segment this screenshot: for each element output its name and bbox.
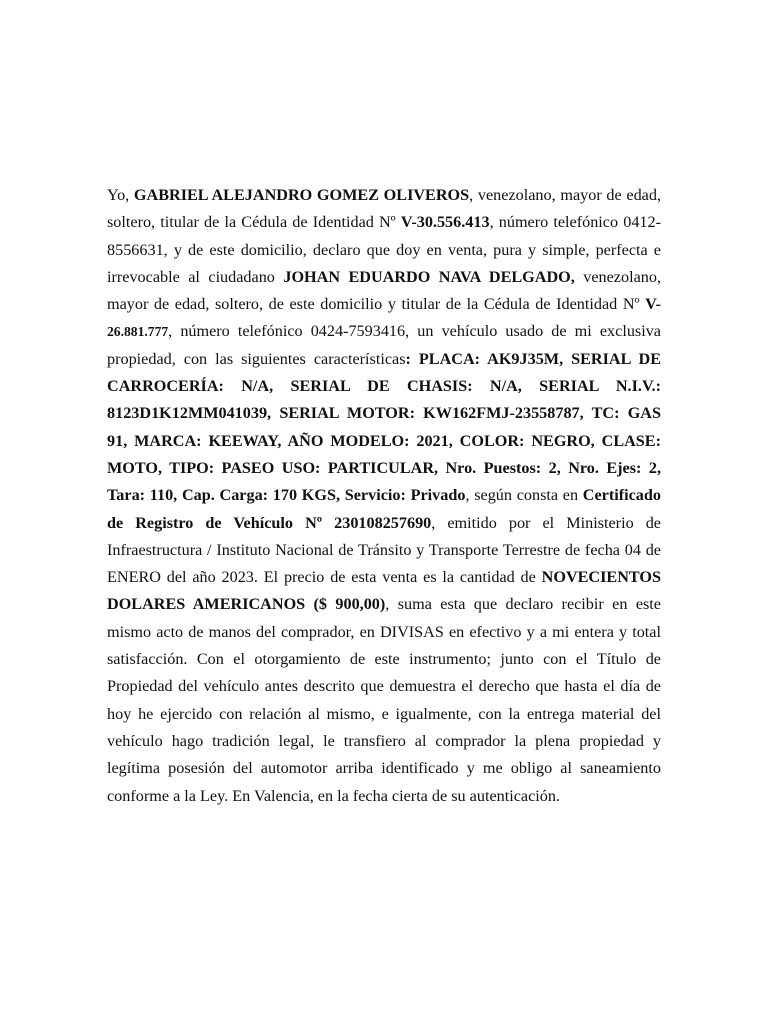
seller-id-number: V-30.556.413: [400, 213, 490, 232]
sale-price: NOVECIENTOS DOLARES AMERICANOS ($ 900,00): [107, 568, 661, 614]
text-issuer-and-date: , emitido por el Ministerio de Infraestructura / Instituto Nacional de Tránsito y Transporte Terrestre de fecha 04 de ENERO del año 2023. El precio de esta venta es la cantidad de: [107, 513, 661, 587]
sale-declaration-paragraph: [107, 182, 661, 810]
text-buyer-details: venezolano, mayor de edad, soltero, de este domicilio y titular de la Cédula de Identidad Nº: [107, 267, 661, 314]
text-intro: Yo,: [107, 186, 134, 204]
text-seller-details: , venezolano, mayor de edad, soltero, titular de la Cédula de Identidad Nº: [107, 186, 661, 232]
text-according-to: , según consta en: [465, 486, 583, 505]
seller-name: GABRIEL ALEJANDRO GOMEZ OLIVEROS: [133, 186, 470, 204]
text-closing: , suma esta que declaro recibir en este mismo acto de manos del comprador, en DIVISAS en efectivo y a mi entera y total satisfacción. Con el otorgamiento de este instrumento; junto con el Título de Propiedad del vehículo antes descrito que demuestra el derecho que hasta el día de hoy he ejercido con relación al mismo, e igualmente, con la entrega material del vehículo hago tradición legal, le transfiero al comprador la plena propiedad y legítima posesión del automotor arriba identificado y me obligo al saneamiento conforme a la Ley. En Valencia, en la fecha cierta de su autenticación.: [107, 595, 661, 805]
vehicle-specifications: : PLACA: AK9J35M, SERIAL DE CARROCERÍA: N/A, SERIAL DE CHASIS: N/A, SERIAL N.I.V.: 8123D1K12MM041039, SERIAL MOTOR: KW162FMJ-23558787, TC: GAS 91, MARCA: KEEWAY, AÑO MODELO: 2021, COLOR: NEGRO, CLASE: MOTO, TIPO: PASEO USO: PARTICULAR, Nro. Puestos: 2, Nro. Ejes: 2, Tara: 110, Cap. Carga: 170 KGS, Servicio: Privado: [107, 349, 661, 505]
buyer-id-number: 26.881.777: [107, 324, 169, 340]
registration-certificate: Certificado de Registro de Vehículo Nº 230108257690: [107, 486, 661, 532]
buyer-name: JOHAN EDUARDO NAVA DELGADO,: [283, 267, 575, 286]
text-seller-contact: , número telefónico 0412-8556631, y de este domicilio, declaro que doy en venta, pura y simple, perfecta e irrevocable al ciudadano: [107, 213, 661, 286]
buyer-id-prefix: V-: [645, 295, 661, 314]
text-buyer-contact: , número telefónico 0424-7593416, un vehículo usado de mi exclusiva propiedad, con las siguientes características: [107, 322, 661, 368]
